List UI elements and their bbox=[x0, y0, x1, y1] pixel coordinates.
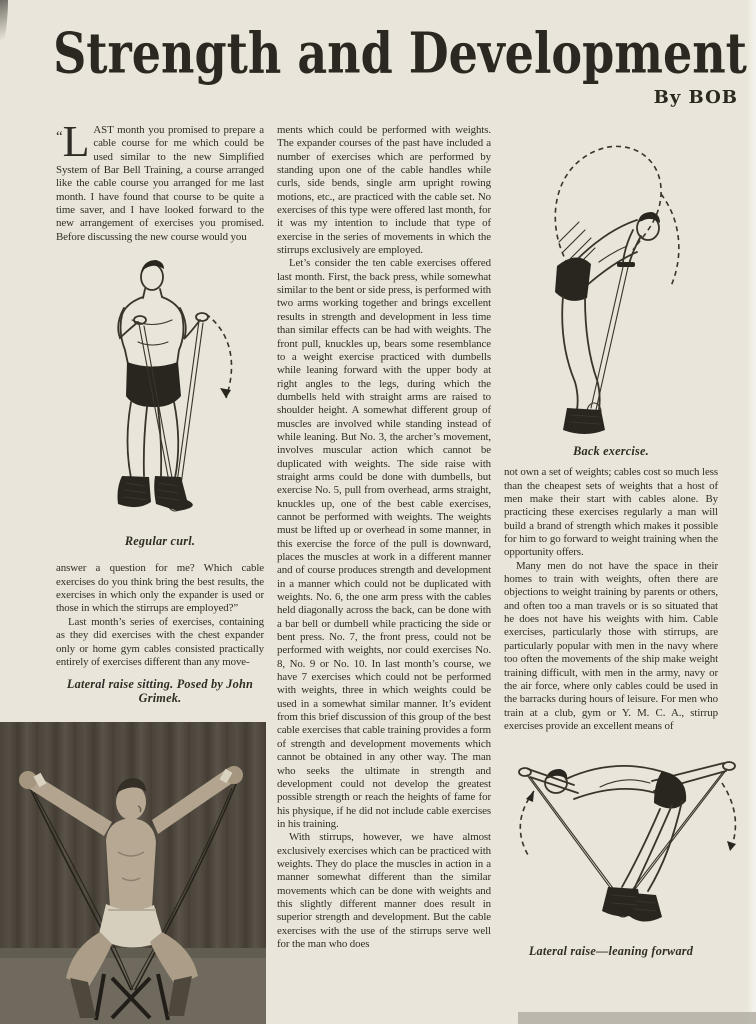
column-right bbox=[504, 124, 718, 958]
paragraph: ments which could be performed with weights. The expander courses of the past have included a number of exercises which are performed by standing upon one of the cable handles while curls, side bends, single arm upright rowing motions, etc., are practiced with the cable set. No exercises of this type were offered last month, for it was my intention to include that type of exercise in the series of movements in which the stirrups exclusively are employed. bbox=[277, 124, 491, 257]
article-title: Strength and Development bbox=[53, 20, 747, 86]
photo-lateral-raise-sitting bbox=[0, 722, 266, 1024]
paragraph: Last month’s series of exercises, containing as they did exercises with the chest expander only or home gym cables consisted practically entirely of exercises different than any move- bbox=[56, 615, 264, 668]
column-middle bbox=[277, 124, 491, 951]
photo-image bbox=[0, 722, 266, 1024]
figure-caption: Back exercise. bbox=[573, 444, 649, 459]
scan-corner-artifact bbox=[0, 0, 8, 56]
page-edge-highlight bbox=[747, 0, 756, 1024]
figure-regular-curl bbox=[56, 250, 264, 548]
drop-cap: “L bbox=[56, 117, 90, 166]
paragraph: not own a set of weights; cables cost so much less than the cheapest sets of weights that a host of men make their start with cables alone. By practicing these exercises regularly a man will build a brand of strength which makes it possible for him to go forward to weight training when the opportunity offers. bbox=[504, 466, 718, 559]
column-left bbox=[56, 117, 264, 706]
back-exercise-illustration bbox=[521, 124, 701, 440]
scan-bottom-artifact bbox=[518, 1012, 756, 1024]
lateral-raise-illustration bbox=[504, 739, 746, 939]
figure-caption: Lateral raise—leaning forward bbox=[528, 943, 694, 958]
paragraph: answer a question for me? Which cable exercises do you think bring the best results, the exercises in which only the expander is used or those in which the stirrups are employed?” bbox=[56, 562, 264, 615]
article-byline: By BOB bbox=[653, 87, 738, 108]
figure-lateral-raise-forward bbox=[504, 739, 718, 957]
paragraph: Let’s consider the ten cable exercises offered last month. First, the back press, while somewhat similar to the bent or side press, is performed with two arms working together and brings excellent results in strength and development in less time than similar effects can be had with weights. The front pull, knuckles up, bears some resemblance to a weight exercise practiced with dumbells while leaning forward with the upper body at right angles to the legs, during which the dumbells held with straight arms are raised to shoulder height. A somewhat different group of muscles are involved while standing instead of while leaning. But No. 3, the archer’s movement, involves muscular action which cannot be duplicated with weights. The side raise with straight arms could be done with dumbells, but exercise No. 5, pull from overhead, arms straight, knuckles up, one of the best cable exercises, cannot be performed with weights. The weights must be lifted up or overhead in some manner, in this exercise the force of the pull is downward, places the muscles at work in a different manner and of course produces strength and development in a manner which could not be duplicated with weights. No. 6, the one arm press with the cables held diagonally across the back, can be done with a bar bell or dumbell while practicing the side or bent press. No. 7, the front press, could not be performed with weights, nor could exercises No. 8, No. 9 or No. 10. In last month’s course, we have 7 exercises which could not be performed with weights, three in which weights could be used in a somewhat similar manner. It’s evident from this brief discussion of this group of the best cable exercises that cable training provides a form of strength and development movements which cannot be obtained in any other way. The man who seeks the ultimate in strength and development could not develop the greatest possible strength or reach the heights of fame for his physique, if he did not include cable exercises in his training. bbox=[277, 257, 491, 830]
photo-caption: Lateral raise sitting. Posed by John Grimek. bbox=[66, 677, 254, 706]
figure-caption: Regular curl. bbox=[124, 534, 196, 549]
regular-curl-illustration bbox=[60, 250, 260, 530]
paragraph: “L AST month you promised to prepare a cable course for me which could be used similar to the new Simplified System of Bar Bell Training, a course arranged like the cable course you arranged for me last month. I have found that course to be quite a time saver, and I have looked forward to the new arrangement of exercises you promised. Before discussing the new course would you bbox=[56, 117, 264, 243]
paragraph: Many men do not have the space in their homes to train with weights, often there are objections to weight training by parents or others, and often too a man travels or is so situated that he does not have his weights with him. Cable exercises, particularly those with stirrups, are particularly popular with men in the navy where too often the movements of the ship make weight training difficult, with men in the army, navy or the air force, where only cables could be used in the barracks during hours of leisure. For men who train at a club, gym or Y. M. C. A., stirrup exercises provide an excellent means of bbox=[504, 559, 718, 732]
figure-back-exercise bbox=[504, 124, 718, 458]
paragraph: With stirrups, however, we have almost exclusively exercises which can be practiced with weights. They do place the muscles in action in a manner somewhat different than the similar movements which can be done with weights and this slightly different manner does result in superior strength and development. But the cable exercises with the use of the stirrups serve well for the man who does bbox=[277, 831, 491, 950]
